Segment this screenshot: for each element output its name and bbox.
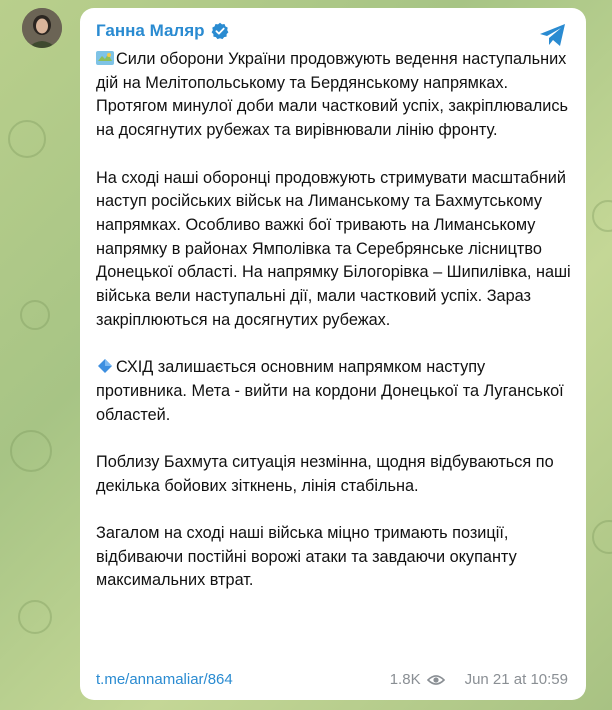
- message-header: [96, 21, 229, 41]
- message-body: [96, 48, 576, 617]
- background-doodle: [20, 300, 50, 330]
- view-count: 1.8K: [389, 670, 421, 688]
- paragraph-3: [96, 356, 576, 427]
- telegram-icon[interactable]: [538, 20, 568, 50]
- map-emoji-icon: [96, 50, 114, 66]
- message-footer: [96, 668, 568, 690]
- background-doodle: [18, 600, 52, 634]
- background-doodle: [10, 430, 52, 472]
- message-meta: [390, 671, 568, 688]
- background-doodle: [8, 120, 46, 158]
- channel-name[interactable]: Ганна Маляр: [96, 21, 205, 40]
- timestamp: Jun 21 at 10:59: [464, 670, 568, 688]
- avatar[interactable]: [22, 8, 62, 48]
- paragraph-4: Поблизу Бахмута ситуація незмінна, щодня відбуваються по декілька бойових зіткнень, лінія стабільна.: [96, 452, 554, 495]
- blue-diamond-icon: [96, 358, 114, 374]
- paragraph-2: На сході наші оборонці продовжують стримувати масштабний наступ російських військ на Лиманському та Бахмутському напрямках. Особливо важкі бої тривають на Лиманському напрямку в районах Ямполівка та Серебрянське лісництво Донецької області. На напрямку Білогорівка – Шипилівка, наші війська вели наступальні дії, мали частковий успіх. Зараз закріплюються на досягнутих рубежах.: [96, 168, 571, 329]
- post-link[interactable]: t.me/annamaliar/864: [96, 670, 233, 688]
- verified-badge-icon: [211, 22, 229, 40]
- paragraph-5: Загалом на сході наші війська міцно тримають позиції, відбиваючи постійні ворожі атаки та завдаючи окупанту максимальних втрат.: [96, 524, 517, 590]
- paragraph-1: [96, 48, 576, 143]
- paragraph-3-text: СХІД залишається основним напрямком наступу противника. Мета - вийти на кордони Донецької та Луганської областей.: [96, 358, 564, 424]
- paragraph-1-text: Сили оборони України продовжують ведення наступальних дій на Мелітопольському та Бердянському напрямках. Протягом минулої доби мали частковий успіх, закріплювались на досягнутих рубежах та вирівнювали лінію фронту.: [96, 50, 568, 140]
- message-card: [80, 8, 586, 700]
- background-doodle: [592, 520, 612, 554]
- background-doodle: [592, 200, 612, 232]
- eye-icon: [427, 673, 445, 685]
